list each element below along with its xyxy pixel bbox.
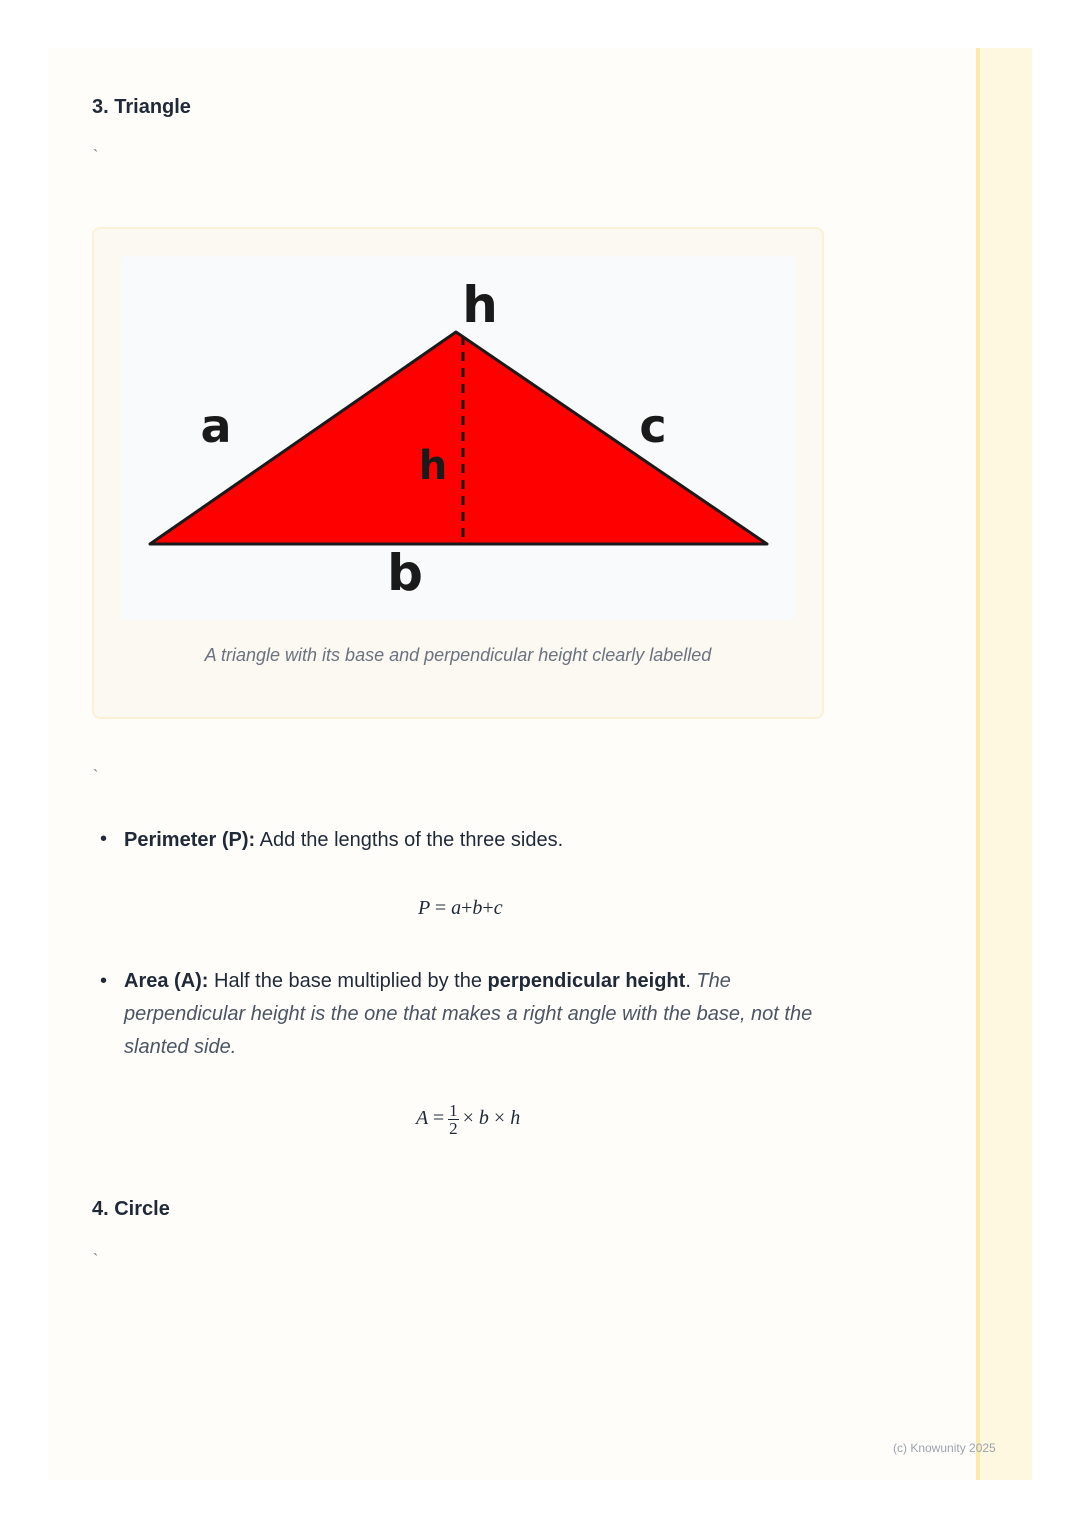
triangle-diagram [121, 256, 797, 620]
figure-caption: A triangle with its base and perpendicular height clearly labelled [204, 645, 712, 665]
label-side-c: c [639, 399, 667, 453]
page-side-margin [976, 48, 1032, 1480]
triangle-figure [121, 256, 797, 620]
area-term: Area (A): [124, 970, 209, 992]
tick-mark: ` [93, 148, 99, 165]
label-height-top: h [462, 276, 498, 334]
formula-var: h [510, 1107, 521, 1130]
formula-operator: + [482, 897, 494, 919]
tick-mark: ` [93, 1252, 99, 1269]
fraction-denominator: 2 [449, 1119, 458, 1138]
area-italic-note: The perpendicular height is the one that makes a right angle with the base, not the slanted side. [124, 970, 813, 1058]
formula-var: c [493, 897, 503, 919]
bullet-marker: • [100, 828, 108, 850]
formula-fraction [448, 1102, 459, 1137]
label-side-b: b [387, 544, 423, 602]
triangle-shape [150, 332, 767, 544]
formula-var: P [418, 897, 430, 919]
formula-var: b [472, 897, 483, 919]
formula-operator: × [462, 1107, 474, 1130]
formula-operator: = [434, 897, 447, 919]
perimeter-item [124, 824, 824, 857]
perimeter-formula [418, 897, 503, 920]
area-text-end: . [685, 970, 691, 992]
section-title-triangle: 3. Triangle [92, 96, 191, 118]
area-item [124, 965, 824, 1064]
tick-mark: ` [93, 768, 99, 785]
perimeter-term: Perimeter (P): [124, 829, 256, 851]
area-text: Half the base multiplied by the [208, 970, 488, 992]
perimeter-text: Add the lengths of the three sides. [255, 829, 564, 851]
fraction-numerator: 1 [449, 1101, 458, 1120]
page-side-margin-line [976, 48, 980, 1480]
area-bold-text: perpendicular height [487, 970, 686, 992]
bullet-marker: • [100, 970, 108, 992]
formula-operator: + [461, 897, 473, 919]
formula-operator: = [432, 1107, 445, 1130]
formula-var: b [478, 1107, 489, 1130]
copyright-footer: (c) Knowunity 2025 [893, 1441, 996, 1455]
section-title-circle: 4. Circle [92, 1198, 170, 1220]
label-side-a: a [200, 399, 232, 453]
formula-operator: × [493, 1107, 506, 1130]
label-height-inner: h [418, 443, 448, 489]
area-formula [416, 1102, 520, 1137]
formula-var: A [416, 1107, 428, 1130]
formula-var: a [451, 897, 462, 919]
